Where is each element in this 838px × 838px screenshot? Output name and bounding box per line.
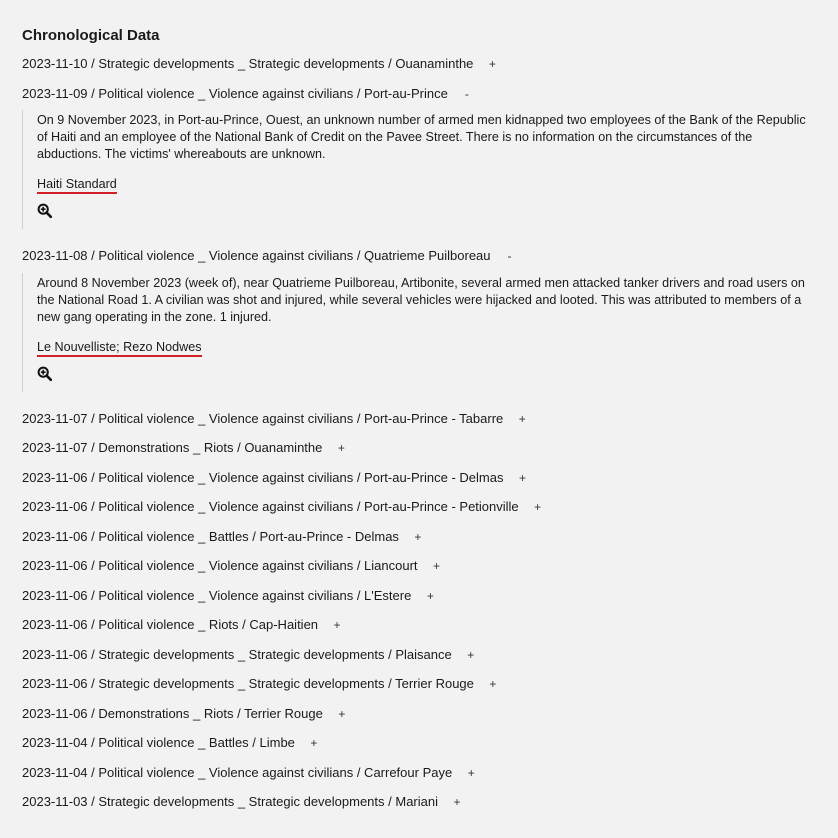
entry-header[interactable] [22, 706, 818, 722]
entry-header[interactable] [22, 440, 818, 456]
entry-label: 2023-11-06 / Political violence _ Violence against civilians / Port-au-Prince - Petionville [22, 499, 519, 514]
entry-header[interactable] [22, 529, 818, 545]
expand-toggle-icon[interactable]: + [453, 795, 461, 809]
entry-label: 2023-11-09 / Political violence _ Violence against civilians / Port-au-Prince [22, 85, 448, 101]
entry-label: 2023-11-04 / Political violence _ Violence against civilians / Carrefour Paye [22, 764, 453, 780]
entry-description: On 9 November 2023, in Port-au-Prince, Ouest, an unknown number of armed men kidnapped two employees of the Bank of the Republic of Haiti and an employee of the National Bank of Credit on the Pavee Street. There is no information on the circumstances of the abductions. The victims' whereabouts are unknown. [37, 113, 806, 161]
expand-toggle-icon[interactable]: + [433, 559, 441, 573]
entry-detail [22, 110, 818, 229]
entry-label: 2023-11-06 / Political violence _ Riots / Cap-Haitien [22, 617, 319, 632]
entry-label: 2023-11-06 / Strategic developments _ Strategic developments / Terrier Rouge [22, 676, 474, 691]
entry-label: 2023-11-04 / Political violence _ Battles / Limbe [22, 735, 295, 750]
expand-toggle-icon[interactable]: + [518, 470, 526, 485]
entry-label: 2023-11-03 / Strategic developments _ Strategic developments / Mariani [22, 794, 438, 809]
collapse-toggle-icon[interactable]: - [507, 249, 512, 263]
entry-header[interactable] [22, 248, 818, 264]
expand-toggle-icon[interactable]: + [488, 57, 496, 71]
entry-label: 2023-11-06 / Political violence _ Violence against civilians / Liancourt [22, 558, 418, 573]
entry-label: 2023-11-10 / Strategic developments _ Strategic developments / Ouanaminthe [22, 56, 474, 71]
entry-label: 2023-11-06 / Political violence _ Violence against civilians / L'Estere [22, 587, 412, 603]
entry-header[interactable] [22, 794, 818, 810]
entry-label: 2023-11-06 / Demonstrations _ Riots / Terrier Rouge [22, 705, 323, 721]
expand-toggle-icon[interactable]: + [310, 736, 318, 750]
entry-label: 2023-11-06 / Political violence _ Violence against civilians / Port-au-Prince - Delmas [22, 469, 504, 485]
entry-description: Around 8 November 2023 (week of), near Quatrieme Puilboreau, Artibonite, several armed men attacked tanker drivers and road users on the National Road 1. A civilian was shot and injured, while several vehicles were hijacked and looted. This was attributed to members of a new gang operating in the zone. 1 injured. [37, 275, 805, 324]
entry-label: 2023-11-07 / Political violence _ Violence against civilians / Port-au-Prince - Tabarre [22, 410, 504, 426]
entry-header[interactable] [22, 617, 818, 633]
zoom-in-icon[interactable] [37, 366, 53, 382]
expand-toggle-icon[interactable]: + [338, 706, 346, 721]
entry-header[interactable] [22, 499, 818, 515]
entry-list [22, 56, 818, 810]
entry-header[interactable] [22, 647, 818, 663]
entry-label: 2023-11-06 / Strategic developments _ Strategic developments / Plaisance [22, 646, 452, 662]
chronological-data-panel [22, 26, 818, 824]
expand-toggle-icon[interactable]: + [534, 500, 542, 514]
entry-header[interactable] [22, 56, 818, 72]
entry-header[interactable] [22, 588, 818, 604]
entry-header[interactable] [22, 86, 818, 102]
expand-toggle-icon[interactable]: + [467, 647, 475, 662]
source-link[interactable]: Haiti Standard [37, 176, 117, 194]
expand-toggle-icon[interactable]: + [337, 441, 345, 455]
entry-label: 2023-11-08 / Political violence _ Violence against civilians / Quatrieme Puilboreau [22, 248, 491, 263]
expand-toggle-icon[interactable]: + [518, 411, 526, 426]
source-link[interactable]: Le Nouvelliste; Rezo Nodwes [37, 339, 202, 357]
expand-toggle-icon[interactable]: + [467, 765, 475, 780]
entry-label: 2023-11-07 / Demonstrations _ Riots / Ouanaminthe [22, 440, 323, 455]
entry-detail [22, 273, 818, 392]
entry-header[interactable] [22, 558, 818, 574]
entry-header[interactable] [22, 411, 818, 427]
entry-header[interactable] [22, 735, 818, 751]
expand-toggle-icon[interactable]: + [414, 529, 422, 544]
collapse-toggle-icon[interactable]: - [464, 86, 469, 101]
zoom-in-icon[interactable] [37, 203, 53, 219]
entry-header[interactable] [22, 676, 818, 692]
entry-header[interactable] [22, 765, 818, 781]
expand-toggle-icon[interactable]: + [333, 618, 341, 632]
expand-toggle-icon[interactable]: + [426, 588, 434, 603]
entry-header[interactable] [22, 470, 818, 486]
expand-toggle-icon[interactable]: + [489, 677, 497, 691]
page-title: Chronological Data [22, 27, 160, 44]
entry-label: 2023-11-06 / Political violence _ Battles / Port-au-Prince - Delmas [22, 528, 399, 544]
